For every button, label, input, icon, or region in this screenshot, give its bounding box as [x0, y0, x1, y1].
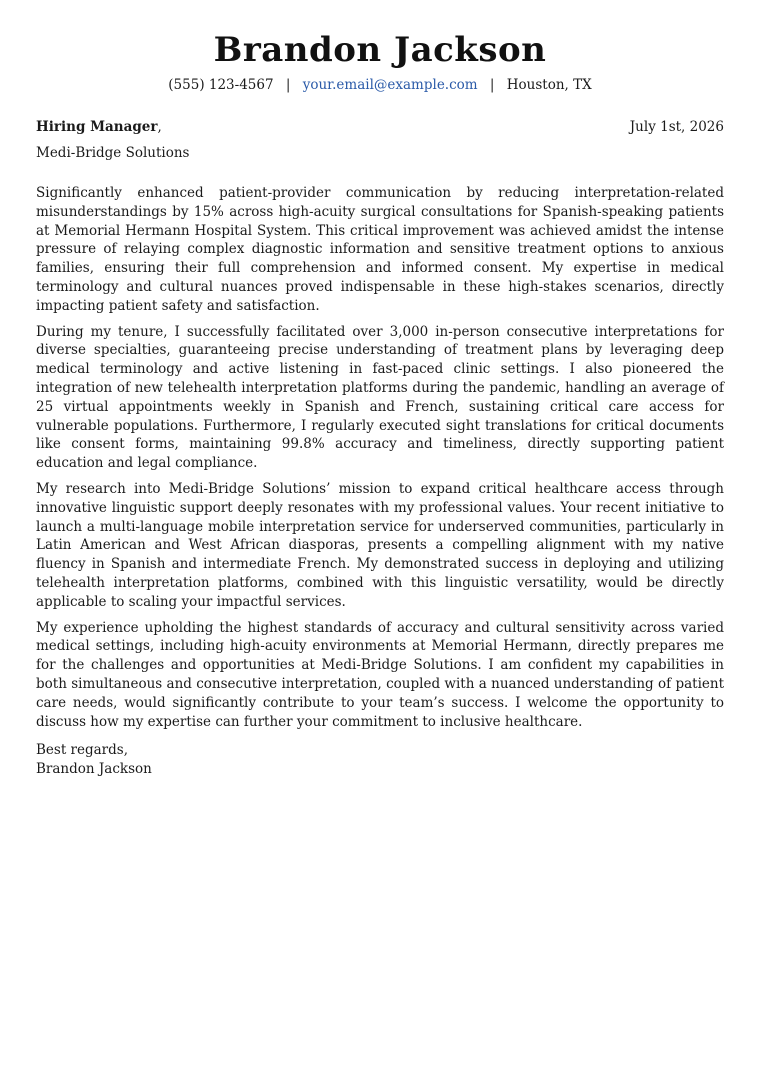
recipient-row — [36, 118, 724, 136]
email-link[interactable]: your.email@example.com — [302, 77, 478, 93]
contact-line — [36, 76, 724, 94]
recipient-company: Medi-Bridge Solutions — [36, 145, 190, 161]
sign-off: Best regards, — [36, 742, 129, 759]
location: Houston, TX — [506, 77, 592, 93]
phone-number: (555) 123-4567 — [168, 77, 274, 93]
signature-name: Brandon Jackson — [36, 761, 152, 778]
salutation — [36, 118, 162, 136]
body-paragraph: My experience upholding the highest standards of accuracy and cultural sensitivity across varied medical settings, including high-acuity environments at Memorial Hermann, directly prepares me for the challenges and opportunities at Medi-Bridge Solutions. I am confident my capabilities in both simultaneous and consecutive interpretation, coupled with a nuanced understanding of patient care needs, would significantly contribute to your team’s success. I welcome the opportunity to discuss how my expertise can further your commitment to inclusive healthcare. — [36, 619, 724, 730]
recipient-name: Hiring Manager — [36, 119, 158, 135]
applicant-name: Brandon Jackson — [213, 30, 547, 70]
letter-body — [36, 184, 724, 731]
contact-separator: | — [489, 77, 495, 93]
body-paragraph: During my tenure, I successfully facilitated over 3,000 in-person consecutive interpretations for diverse specialties, guaranteeing precise understanding of treatment plans by leveraging deep medical terminology and active listening in fast-paced clinic settings. I also pioneered the integration of new telehealth interpretation platforms during the pandemic, handling an average of 25 virtual appointments weekly in Spanish and French, sustaining critical care access for vulnerable populations. Furthermore, I regularly executed sight translations for critical documents like consent forms, maintaining 99.8% accuracy and timeliness, directly supporting patient education and legal compliance. — [36, 323, 724, 472]
letter-date: July 1st, 2026 — [629, 119, 724, 135]
body-paragraph: My research into Medi-Bridge Solutions’ mission to expand critical healthcare access through innovative linguistic support deeply resonates with my professional values. Your recent initiative to launch a multi-language mobile interpretation service for underserved communities, particularly in Latin American and West African diasporas, presents a compelling alignment with my native fluency in Spanish and intermediate French. My demonstrated success in deploying and utilizing telehealth interpretation platforms, combined with this linguistic versatility, would be directly applicable to scaling your impactful services. — [36, 480, 724, 610]
contact-separator: | — [285, 77, 291, 93]
salutation-punctuation: , — [157, 119, 162, 135]
body-paragraph: Significantly enhanced patient-provider communication by reducing interpretation-related misunderstandings by 15% across high-acuity surgical consultations for Spanish-speaking patients at Memorial Hermann Hospital System. This critical improvement was achieved amidst the intense pressure of relaying complex diagnostic information and sensitive treatment options to anxious families, ensuring their full comprehension and informed consent. My expertise in medical terminology and cultural nuances proved indispensable in these high-stakes scenarios, directly impacting patient safety and satisfaction. — [36, 185, 724, 314]
closing-block — [36, 741, 724, 779]
